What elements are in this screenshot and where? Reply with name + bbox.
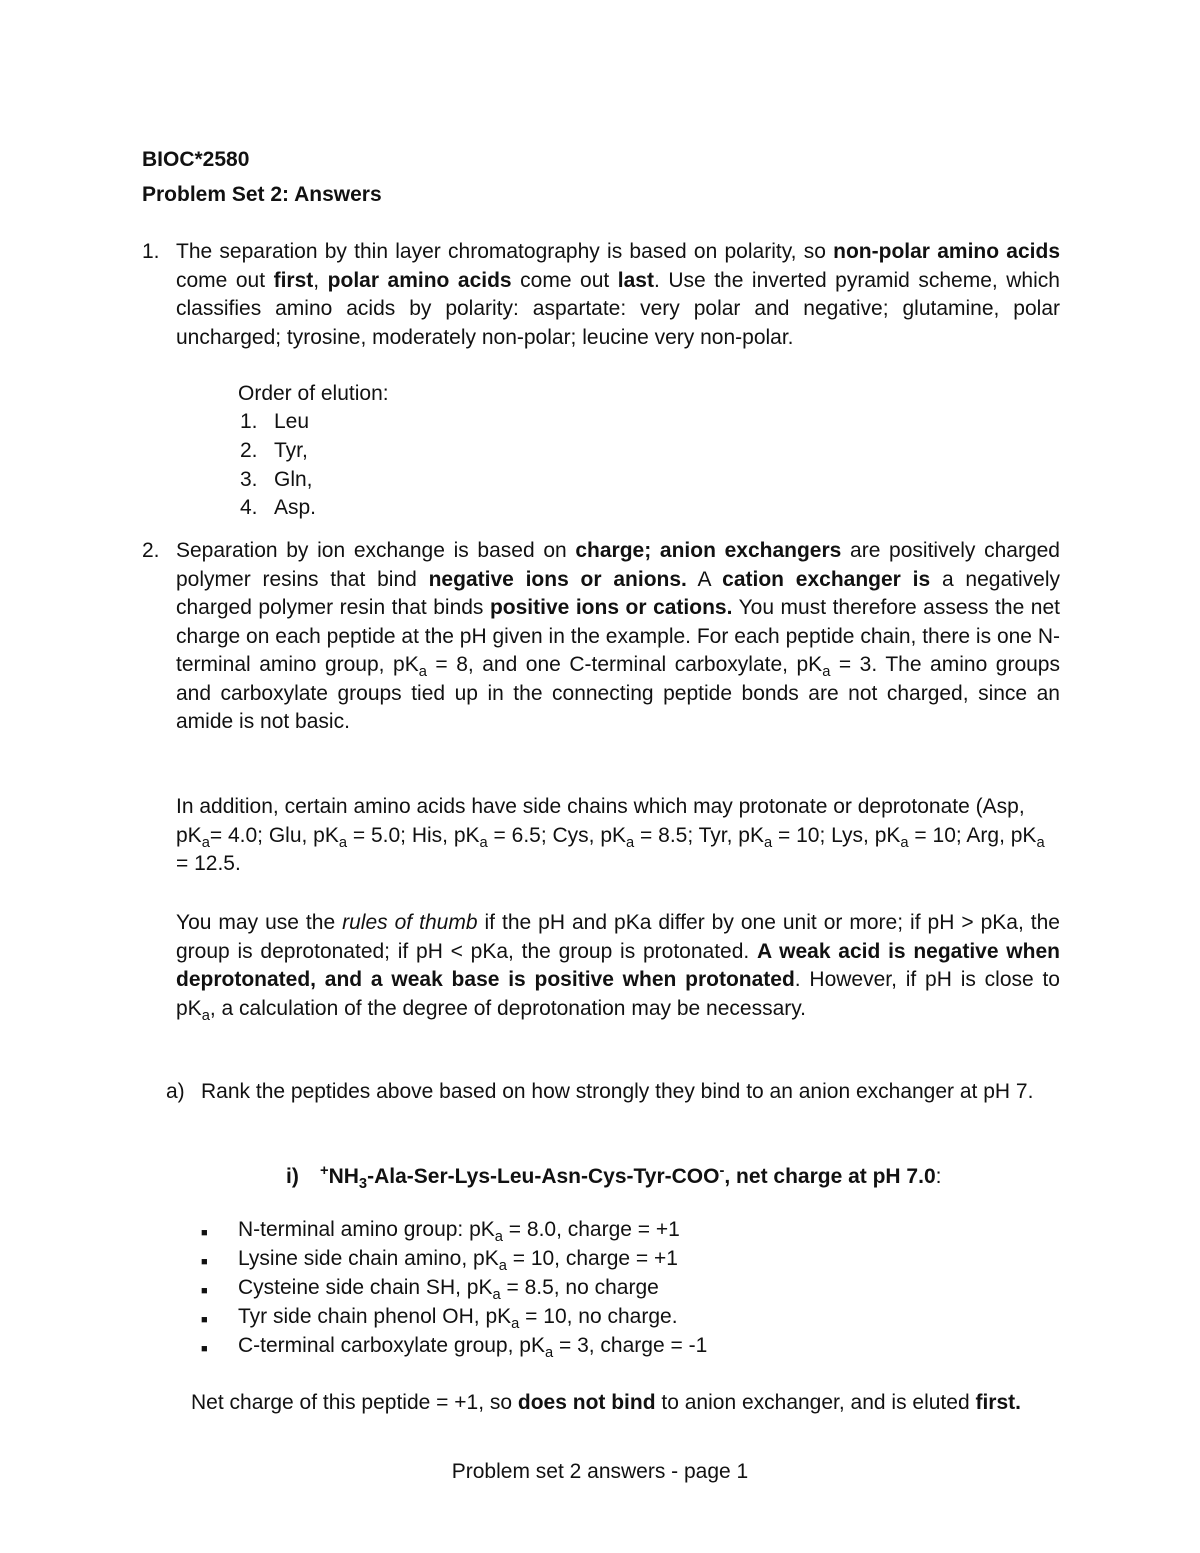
charge-bullet-item: Cysteine side chain SH, $pK_a = 8.5$, no charge <box>238 1276 659 1304</box>
rules-of-thumb-paragraph: You may use the rules of thumb if the pH and pKa differ by one unit or more; if pH > pKa, the group is deprotonated; if pH < pKa, the group is protonated. A weak acid is negative when deprotonated, and a weak base is positive when protonated. However, if pH is close to $pK_a$, a calculation of the degree of deprotonation may be necessary. <box>176 911 1060 1024</box>
page-footer: Problem set 2 answers - page 1 <box>451 1460 749 1483</box>
charge-bullet-item: Tyr side chain phenol OH, $pK_a = 10$, no charge. <box>238 1305 678 1333</box>
charge-bullet-item: N-terminal amino group: $pK_a = 8.0$, charge = +1 <box>238 1218 680 1246</box>
elution-list-item: 1. Leu <box>240 410 310 433</box>
elution-order-label: Order of elution: <box>238 382 389 405</box>
page-title: Problem Set 2: Answers <box>142 183 382 206</box>
bullet-marker: ■ <box>201 1285 208 1297</box>
bullet-marker: ■ <box>201 1314 208 1326</box>
question-1-number: 1. <box>142 240 160 263</box>
bullet-marker: ■ <box>201 1343 208 1355</box>
part-a-text: Rank the peptides above based on how strongly they bind to an anion exchanger at pH 7. <box>201 1080 1034 1103</box>
elution-list-item: 4. Asp. <box>240 496 317 519</box>
charge-bullet-item: Lysine side chain amino, $pK_a = 10$, charge = +1 <box>238 1247 678 1275</box>
bullet-marker: ■ <box>201 1256 208 1268</box>
peptide-i-label: i) <box>286 1165 299 1188</box>
question-2-number: 2. <box>142 539 160 562</box>
net-charge-conclusion: Net charge of this peptide = +1, so does not bind to anion exchanger, and is eluted first. <box>191 1391 1021 1414</box>
course-code: BIOC*2580 <box>142 148 250 171</box>
question-2-text: Separation by ion exchange is based on charge; anion exchangers are positively charged polymer resins that bind negative ions or anions. A cation exchanger is a negatively charged polymer resin that binds positive ions or cations. You must therefore assess the net charge on each peptide at the pH given in the example. For each peptide chain, there is one N-terminal amino group, $pK_a = 8$, and one C-terminal carboxylate, $pK_a = 3$. The amino groups and carboxylate groups tied up in the connecting peptide bonds are not charged, since an amide is not basic. <box>176 539 1060 733</box>
side-chain-pka-paragraph: In addition, certain amino acids have side chains which may protonate or deprotonate (Asp, $pK_a= 4.0$; Glu, $pK_a = 5.0$; His, $pK_a = 6.5$; Cys, $pK_a = 8.5$; Tyr, $pK_a = 10$; Lys, $pK_a = 10$; Arg, $pK_a = 12.5$. <box>176 795 1045 875</box>
bullet-marker: ■ <box>201 1227 208 1239</box>
peptide-i-heading: $^+NH_3-Ala-Ser-Lys-Leu-Asn-Cys-Tyr-COO^-$, net charge at pH 7.0: <box>320 1163 942 1193</box>
charge-bullet-item: C-terminal carboxylate group, $pK_a = 3$, charge = -1 <box>238 1334 708 1362</box>
question-1-text: The separation by thin layer chromatography is based on polarity, so non-polar amino acids come out first, polar amino acids come out last. Use the inverted pyramid scheme, which classifies amino acids by polarity: aspartate: very polar and negative; glutamine, polar uncharged; tyrosine, moderately non-polar; leucine very non-polar. <box>176 240 1061 349</box>
elution-list-item: 3. Gln, <box>240 468 313 491</box>
part-a-label: a) <box>166 1080 185 1103</box>
elution-list-item: 2. Tyr, <box>240 439 308 462</box>
